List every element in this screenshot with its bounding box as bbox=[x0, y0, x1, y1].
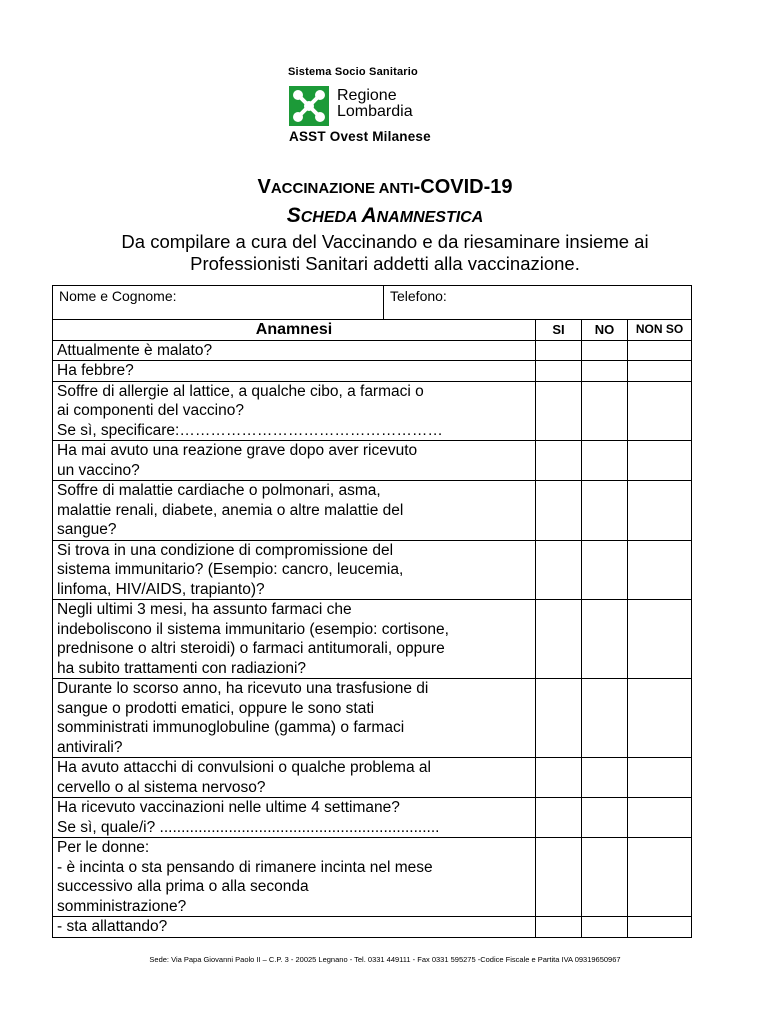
answer-si-cell[interactable] bbox=[536, 758, 582, 798]
table-row bbox=[53, 340, 692, 361]
answer-no-cell[interactable] bbox=[582, 758, 628, 798]
answer-no-cell[interactable] bbox=[582, 361, 628, 382]
table-row bbox=[53, 758, 692, 798]
question-line: Soffre di allergie al lattice, a qualche cibo, a farmaci o bbox=[57, 382, 424, 400]
question-text bbox=[53, 441, 536, 481]
answer-no-cell[interactable] bbox=[582, 481, 628, 541]
question-line: somministrazione? bbox=[57, 897, 187, 915]
question-line: - è incinta o sta pensando di rimanere incinta nel mese bbox=[57, 858, 433, 876]
answer-no-cell[interactable] bbox=[582, 441, 628, 481]
answer-no-cell[interactable] bbox=[582, 381, 628, 441]
answer-no-cell[interactable] bbox=[582, 917, 628, 938]
question-line: linfoma, HIV/AIDS, trapianto)? bbox=[57, 580, 265, 598]
answer-si-cell[interactable] bbox=[536, 798, 582, 838]
col-no: NO bbox=[582, 320, 628, 341]
question-line: Si trova in una condizione di compromissione del bbox=[57, 541, 394, 559]
question-line: indeboliscono il sistema immunitario (esempio: cortisone, bbox=[57, 620, 449, 638]
question-line: sangue? bbox=[57, 521, 117, 538]
question-line: Soffre di malattie cardiache o polmonari, asma, bbox=[57, 482, 381, 499]
table-row bbox=[53, 361, 692, 382]
personal-data-row bbox=[53, 286, 692, 320]
question-line: Per le donne: bbox=[57, 839, 150, 856]
answer-si-cell[interactable] bbox=[536, 540, 582, 600]
table-row bbox=[53, 540, 692, 600]
answer-nonso-cell[interactable] bbox=[628, 798, 692, 838]
answer-si-cell[interactable] bbox=[536, 679, 582, 758]
question-text bbox=[53, 481, 536, 541]
footer: Sede: Via Papa Giovanni Paolo II – C.P. 3 - 20025 Legnano - Tel. 0331 449111 - Fax 0331 595275 -Codice Fiscale e Partita IVA 09319650967 bbox=[149, 955, 621, 964]
phone-field[interactable]: Telefono: bbox=[390, 288, 447, 304]
table-row bbox=[53, 798, 692, 838]
question-line: Se sì, quale/i? ................................................................. bbox=[57, 818, 440, 836]
table-row bbox=[53, 481, 692, 541]
question-line: ai componenti del vaccino? bbox=[57, 402, 244, 419]
answer-si-cell[interactable] bbox=[536, 838, 582, 917]
question-line: Ha ricevuto vaccinazioni nelle ultime 4 settimane? bbox=[57, 799, 400, 816]
col-si: SI bbox=[536, 320, 582, 341]
document-subtitle-heading: SCHEDA ANAMNESTICA bbox=[286, 204, 484, 227]
question-line: Ha febbre? bbox=[57, 362, 134, 379]
table-row bbox=[53, 838, 692, 917]
question-line: Se sì, specificare:…………………………………………… bbox=[57, 421, 443, 439]
question-text bbox=[53, 600, 536, 679]
region-cross-icon bbox=[289, 86, 329, 126]
question-line: un vaccino? bbox=[57, 461, 140, 479]
answer-si-cell[interactable] bbox=[536, 481, 582, 541]
answer-no-cell[interactable] bbox=[582, 340, 628, 361]
answer-nonso-cell[interactable] bbox=[628, 540, 692, 600]
col-anamnesi: Anamnesi bbox=[53, 320, 536, 341]
answer-nonso-cell[interactable] bbox=[628, 361, 692, 382]
answer-no-cell[interactable] bbox=[582, 600, 628, 679]
answer-no-cell[interactable] bbox=[582, 540, 628, 600]
question-line: Durante lo scorso anno, ha ricevuto una trasfusione di bbox=[57, 680, 429, 697]
question-line: antivirali? bbox=[57, 738, 123, 756]
logo-region-name: Regione Lombardia bbox=[337, 87, 413, 120]
answer-no-cell[interactable] bbox=[582, 838, 628, 917]
answer-nonso-cell[interactable] bbox=[628, 481, 692, 541]
question-text bbox=[53, 340, 536, 361]
question-line: Ha avuto attacchi di convulsioni o qualche problema al bbox=[57, 759, 431, 776]
question-line: ha subito trattamenti con radiazioni? bbox=[57, 659, 307, 677]
document-title: VACCINAZIONE ANTI-COVID-19 bbox=[257, 176, 513, 198]
question-line: Negli ultimi 3 mesi, ha assunto farmaci che bbox=[57, 601, 352, 618]
question-line: Ha mai avuto una reazione grave dopo aver ricevuto bbox=[57, 442, 418, 459]
answer-nonso-cell[interactable] bbox=[628, 758, 692, 798]
question-text bbox=[53, 361, 536, 382]
table-row bbox=[53, 600, 692, 679]
answer-si-cell[interactable] bbox=[536, 441, 582, 481]
table-row bbox=[53, 381, 692, 441]
answer-no-cell[interactable] bbox=[582, 798, 628, 838]
name-field[interactable]: Nome e Cognome: bbox=[53, 286, 384, 319]
question-text bbox=[53, 917, 536, 938]
question-text bbox=[53, 381, 536, 441]
question-line: - sta allattando? bbox=[57, 918, 168, 935]
question-line: sistema immunitario? (Esempio: cancro, leucemia, bbox=[57, 561, 404, 578]
answer-nonso-cell[interactable] bbox=[628, 838, 692, 917]
question-line: Attualmente è malato? bbox=[57, 341, 213, 359]
answer-no-cell[interactable] bbox=[582, 679, 628, 758]
col-nonso: NON SO bbox=[628, 320, 692, 341]
answer-si-cell[interactable] bbox=[536, 381, 582, 441]
question-line: sangue o prodotti ematici, oppure le sono stati bbox=[57, 699, 375, 717]
logo-system-text: Sistema Socio Sanitario bbox=[288, 66, 418, 78]
question-line: cervello o al sistema nervoso? bbox=[57, 778, 266, 796]
question-text bbox=[53, 758, 536, 798]
answer-nonso-cell[interactable] bbox=[628, 381, 692, 441]
question-text bbox=[53, 679, 536, 758]
answer-nonso-cell[interactable] bbox=[628, 441, 692, 481]
question-line: successivo alla prima o alla seconda bbox=[57, 878, 309, 895]
answer-nonso-cell[interactable] bbox=[628, 917, 692, 938]
question-line: prednisone o altri steroidi) o farmaci antitumorali, oppure bbox=[57, 640, 445, 657]
answer-nonso-cell[interactable] bbox=[628, 340, 692, 361]
table-header-row bbox=[53, 320, 692, 341]
logo bbox=[286, 66, 476, 146]
answer-nonso-cell[interactable] bbox=[628, 600, 692, 679]
answer-si-cell[interactable] bbox=[536, 340, 582, 361]
table-row bbox=[53, 679, 692, 758]
instructions: Da compilare a cura del Vaccinando e da riesaminare insieme ai Professionisti Sanitari addetti alla vaccinazione. bbox=[121, 231, 649, 274]
table-row bbox=[53, 917, 692, 938]
answer-si-cell[interactable] bbox=[536, 361, 582, 382]
question-text bbox=[53, 798, 536, 838]
anamnesis-table bbox=[52, 285, 692, 938]
question-line: malattie renali, diabete, anemia o altre malattie del bbox=[57, 501, 404, 519]
answer-si-cell[interactable] bbox=[536, 917, 582, 938]
question-text bbox=[53, 838, 536, 917]
answer-si-cell[interactable] bbox=[536, 600, 582, 679]
answer-nonso-cell[interactable] bbox=[628, 679, 692, 758]
question-text bbox=[53, 540, 536, 600]
logo-asst-text: ASST Ovest Milanese bbox=[289, 129, 431, 144]
table-row bbox=[53, 441, 692, 481]
question-line: somministrati immunoglobuline (gamma) o farmaci bbox=[57, 719, 405, 736]
